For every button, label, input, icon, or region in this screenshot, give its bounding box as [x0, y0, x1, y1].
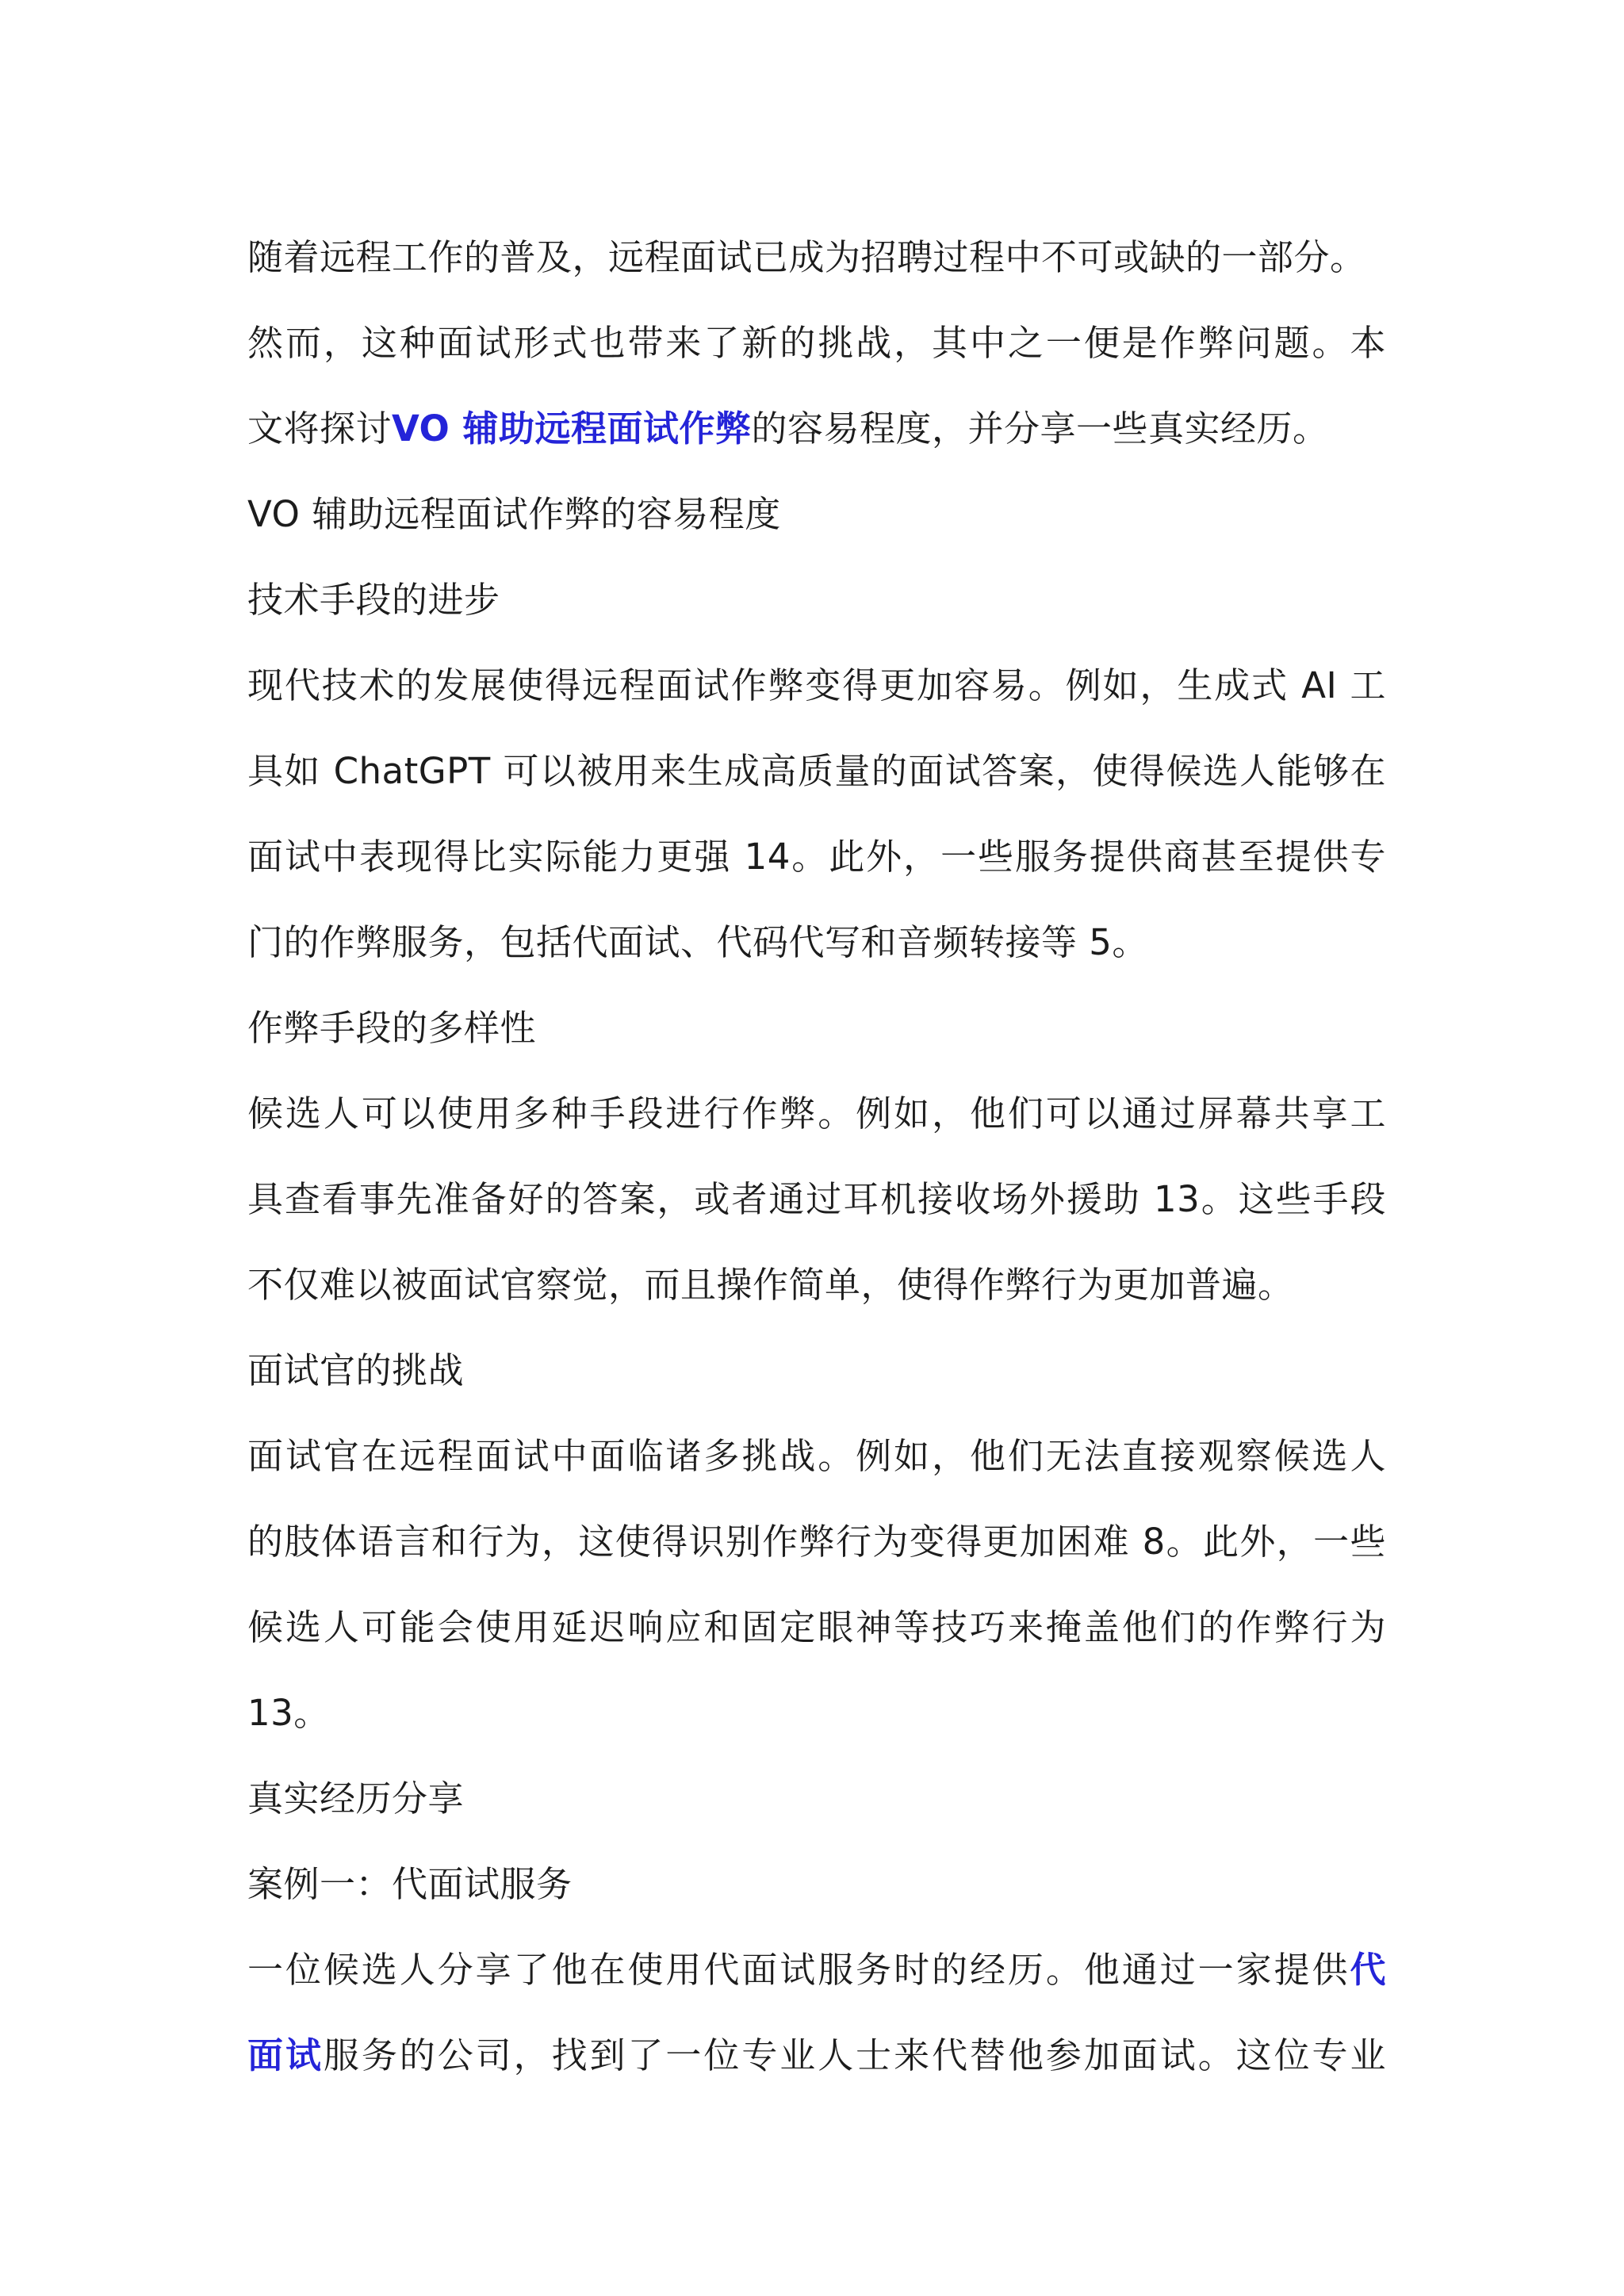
link-proxy-interview-part-1[interactable]: 代: [1350, 1949, 1386, 1991]
paragraph-line: 候选人可能会使用延迟响应和固定眼神等技巧来掩盖他们的作弊行为: [247, 1606, 1386, 1648]
subsection-heading: 面试官的挑战: [247, 1349, 465, 1391]
text-segment: 文将探讨: [247, 408, 393, 450]
intro-paragraph-line: 随着远程工作的普及，远程面试已成为招聘过程中不可或缺的一部分。: [247, 236, 1366, 278]
subsection-heading: 技术手段的进步: [247, 579, 500, 621]
subsection-heading: 案例一：代面试服务: [247, 1863, 573, 1905]
paragraph-line: 13。: [247, 1692, 330, 1734]
paragraph-line: 门的作弊服务，包括代面试、代码代写和音频转接等 5。: [247, 921, 1148, 963]
paragraph-line: 面试官在远程面试中面临诸多挑战。例如，他们无法直接观察候选人: [247, 1435, 1386, 1477]
paragraph-line: 具查看事先准备好的答案，或者通过耳机接收场外援助 13。这些手段: [247, 1178, 1386, 1220]
paragraph-line: 的肢体语言和行为，这使得识别作弊行为变得更加困难 8。此外，一些: [247, 1521, 1386, 1563]
text-segment: 的容易程度，并分享一些真实经历。: [751, 408, 1329, 450]
paragraph-line: 候选人可以使用多种手段进行作弊。例如，他们可以通过屏幕共享工: [247, 1093, 1386, 1135]
link-vo-remote-interview-cheating[interactable]: VO 辅助远程面试作弊: [392, 408, 752, 450]
text-segment: 一位候选人分享了他在使用代面试服务时的经历。他通过一家提供: [247, 1949, 1350, 1991]
paragraph-line: 具如 ChatGPT 可以被用来生成高质量的面试答案，使得候选人能够在: [247, 750, 1386, 792]
paragraph-line: 现代技术的发展使得远程面试作弊变得更加容易。例如，生成式 AI 工: [247, 664, 1386, 706]
intro-paragraph-line: 然而，这种面试形式也带来了新的挑战，其中之一便是作弊问题。本: [247, 322, 1386, 364]
text-segment: 服务的公司，找到了一位专业人士来代替他参加面试。这位专业: [323, 2034, 1386, 2076]
paragraph-line: [247, 1927, 1386, 2013]
subsection-heading: 作弊手段的多样性: [247, 1007, 537, 1049]
article-body: [247, 215, 1386, 2099]
section-heading: 真实经历分享: [247, 1777, 465, 1820]
paragraph-line: 不仅难以被面试官察觉，而且操作简单，使得作弊行为更加普遍。: [247, 1264, 1294, 1306]
section-heading: VO 辅助远程面试作弊的容易程度: [247, 493, 781, 535]
intro-paragraph-line: [247, 386, 1386, 472]
paragraph-line: [247, 2013, 1386, 2099]
link-proxy-interview-part-2[interactable]: 面试: [247, 2034, 324, 2076]
paragraph-line: 面试中表现得比实际能力更强 14。此外，一些服务提供商甚至提供专: [247, 836, 1386, 878]
